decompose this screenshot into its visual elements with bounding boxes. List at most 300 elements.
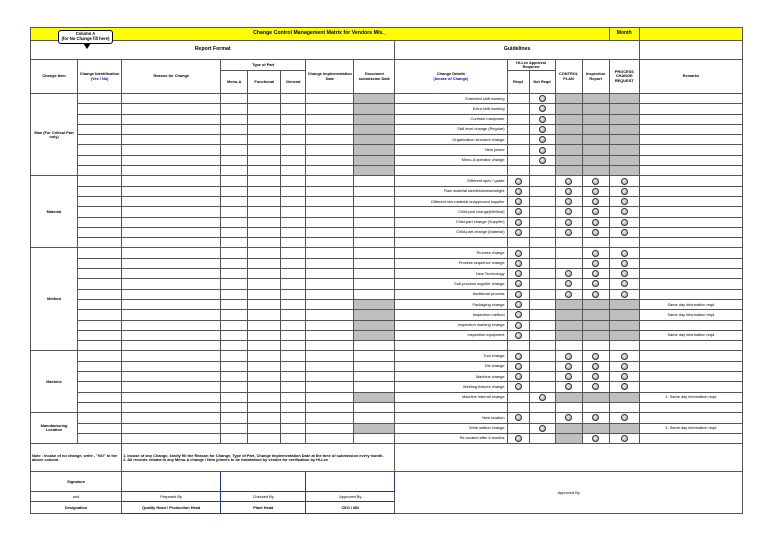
pcr-cell bbox=[609, 207, 639, 217]
functional-cell[interactable] bbox=[248, 258, 281, 268]
general-cell[interactable] bbox=[281, 330, 306, 340]
reason-cell[interactable] bbox=[122, 382, 221, 392]
impl-date-cell[interactable] bbox=[306, 402, 354, 412]
functional-cell[interactable] bbox=[248, 94, 281, 104]
doc-date-cell[interactable] bbox=[354, 124, 395, 134]
general-cell[interactable] bbox=[281, 114, 306, 124]
change-detail-label: Organization structure change bbox=[395, 135, 507, 145]
impl-date-cell[interactable] bbox=[306, 351, 354, 361]
general-cell[interactable] bbox=[281, 94, 306, 104]
change-identification-cell[interactable] bbox=[78, 227, 122, 237]
general-cell[interactable] bbox=[281, 207, 306, 217]
doc-date-cell[interactable] bbox=[354, 320, 395, 330]
reqd-cell bbox=[507, 279, 529, 289]
general-cell[interactable] bbox=[281, 423, 306, 433]
menu-a-cell[interactable] bbox=[221, 227, 248, 237]
matrix-row bbox=[31, 176, 743, 186]
menu-a-cell[interactable] bbox=[221, 145, 248, 155]
functional-cell[interactable] bbox=[248, 392, 281, 402]
general-cell[interactable] bbox=[281, 258, 306, 268]
general-cell[interactable] bbox=[281, 279, 306, 289]
matrix-row bbox=[31, 248, 743, 258]
impl-date-cell[interactable] bbox=[306, 341, 354, 351]
change-identification-cell[interactable] bbox=[78, 269, 122, 279]
functional-cell[interactable] bbox=[248, 155, 281, 165]
inspection-report-cell bbox=[582, 104, 609, 114]
change-identification-cell[interactable] bbox=[78, 124, 122, 134]
functional-cell[interactable] bbox=[248, 227, 281, 237]
remark-cell bbox=[639, 382, 742, 392]
impl-date-cell[interactable] bbox=[306, 145, 354, 155]
doc-date-cell[interactable] bbox=[354, 176, 395, 186]
impl-date-cell[interactable] bbox=[306, 238, 354, 248]
impl-date-cell[interactable] bbox=[306, 392, 354, 402]
functional-cell[interactable] bbox=[248, 124, 281, 134]
change-identification-cell[interactable] bbox=[78, 217, 122, 227]
impl-date-cell[interactable] bbox=[306, 248, 354, 258]
change-identification-cell[interactable] bbox=[78, 207, 122, 217]
circle-marker-icon bbox=[621, 353, 628, 360]
circle-marker-icon bbox=[515, 178, 522, 185]
circle-marker-icon bbox=[592, 188, 599, 195]
general-cell[interactable] bbox=[281, 238, 306, 248]
menu-a-cell[interactable] bbox=[221, 320, 248, 330]
pcr-cell bbox=[609, 176, 639, 186]
reason-cell[interactable] bbox=[122, 94, 221, 104]
inspection-report-cell bbox=[582, 114, 609, 124]
reason-cell[interactable] bbox=[122, 289, 221, 299]
doc-date-cell[interactable] bbox=[354, 227, 395, 237]
functional-cell[interactable] bbox=[248, 299, 281, 309]
circle-marker-icon bbox=[515, 270, 522, 277]
reason-cell[interactable] bbox=[122, 351, 221, 361]
pcr-cell bbox=[609, 423, 639, 433]
change-identification-cell[interactable] bbox=[78, 166, 122, 176]
doc-date-cell[interactable] bbox=[354, 207, 395, 217]
menu-a-cell[interactable] bbox=[221, 413, 248, 423]
menu-a-cell[interactable] bbox=[221, 351, 248, 361]
functional-cell[interactable] bbox=[248, 320, 281, 330]
menu-a-cell[interactable] bbox=[221, 94, 248, 104]
reason-cell[interactable] bbox=[122, 279, 221, 289]
doc-date-cell[interactable] bbox=[354, 104, 395, 114]
reason-cell[interactable] bbox=[122, 299, 221, 309]
general-cell[interactable] bbox=[281, 372, 306, 382]
reason-cell[interactable] bbox=[122, 124, 221, 134]
impl-date-cell[interactable] bbox=[306, 104, 354, 114]
impl-date-cell[interactable] bbox=[306, 299, 354, 309]
menu-a-cell[interactable] bbox=[221, 310, 248, 320]
functional-cell[interactable] bbox=[248, 372, 281, 382]
change-identification-cell[interactable] bbox=[78, 196, 122, 206]
reqd-cell bbox=[507, 124, 529, 134]
impl-date-cell[interactable] bbox=[306, 372, 354, 382]
menu-a-cell[interactable] bbox=[221, 361, 248, 371]
menu-a-cell[interactable] bbox=[221, 299, 248, 309]
doc-date-cell[interactable] bbox=[354, 248, 395, 258]
impl-date-cell[interactable] bbox=[306, 330, 354, 340]
doc-date-cell[interactable] bbox=[354, 279, 395, 289]
menu-a-cell[interactable] bbox=[221, 330, 248, 340]
impl-date-cell[interactable] bbox=[306, 361, 354, 371]
menu-a-cell[interactable] bbox=[221, 269, 248, 279]
circle-marker-icon bbox=[515, 363, 522, 370]
menu-a-cell[interactable] bbox=[221, 382, 248, 392]
change-detail-label: Different raw material unapproved supplier bbox=[395, 196, 507, 206]
checked-signature-field[interactable] bbox=[221, 472, 306, 492]
reason-cell[interactable] bbox=[122, 402, 221, 412]
functional-cell[interactable] bbox=[248, 114, 281, 124]
matrix-row bbox=[31, 392, 743, 402]
doc-date-cell[interactable] bbox=[354, 413, 395, 423]
functional-cell[interactable] bbox=[248, 382, 281, 392]
doc-date-cell[interactable] bbox=[354, 433, 395, 443]
menu-a-cell[interactable] bbox=[221, 341, 248, 351]
pcr-cell bbox=[609, 94, 639, 104]
doc-date-cell[interactable] bbox=[354, 330, 395, 340]
doc-date-cell[interactable] bbox=[354, 186, 395, 196]
impl-date-cell[interactable] bbox=[306, 124, 354, 134]
impl-date-cell[interactable] bbox=[306, 433, 354, 443]
functional-cell[interactable] bbox=[248, 176, 281, 186]
change-identification-cell[interactable] bbox=[78, 145, 122, 155]
not-reqd-cell bbox=[529, 258, 555, 268]
pcr-cell bbox=[609, 104, 639, 114]
matrix-row bbox=[31, 382, 743, 392]
change-identification-cell[interactable] bbox=[78, 299, 122, 309]
general-cell[interactable] bbox=[281, 361, 306, 371]
reason-cell[interactable] bbox=[122, 423, 221, 433]
circle-marker-icon bbox=[565, 198, 572, 205]
doc-date-cell[interactable] bbox=[354, 351, 395, 361]
reason-cell[interactable] bbox=[122, 166, 221, 176]
reason-cell[interactable] bbox=[122, 330, 221, 340]
report-format-heading: Report Format bbox=[31, 41, 395, 60]
change-identification-cell[interactable] bbox=[78, 310, 122, 320]
change-identification-cell[interactable] bbox=[78, 258, 122, 268]
functional-cell[interactable] bbox=[248, 166, 281, 176]
control-plan-cell bbox=[555, 372, 582, 382]
functional-cell[interactable] bbox=[248, 135, 281, 145]
remark-cell bbox=[639, 351, 742, 361]
functional-cell[interactable] bbox=[248, 310, 281, 320]
change-identification-cell[interactable] bbox=[78, 372, 122, 382]
reason-cell[interactable] bbox=[122, 217, 221, 227]
change-identification-cell[interactable] bbox=[78, 94, 122, 104]
doc-date-cell[interactable] bbox=[354, 299, 395, 309]
menu-a-cell[interactable] bbox=[221, 423, 248, 433]
menu-a-cell[interactable] bbox=[221, 279, 248, 289]
menu-a-cell[interactable] bbox=[221, 258, 248, 268]
menu-a-cell[interactable] bbox=[221, 186, 248, 196]
approved-signature-field[interactable] bbox=[306, 472, 395, 492]
pcr-cell bbox=[609, 413, 639, 423]
inspection-report-cell bbox=[582, 423, 609, 433]
matrix-row bbox=[31, 269, 743, 279]
general-cell[interactable] bbox=[281, 433, 306, 443]
doc-date-cell[interactable] bbox=[354, 258, 395, 268]
general-cell[interactable] bbox=[281, 269, 306, 279]
impl-date-cell[interactable] bbox=[306, 382, 354, 392]
reason-cell[interactable] bbox=[122, 176, 221, 186]
change-identification-cell[interactable] bbox=[78, 330, 122, 340]
general-cell[interactable] bbox=[281, 227, 306, 237]
reason-cell[interactable] bbox=[122, 361, 221, 371]
general-cell[interactable] bbox=[281, 124, 306, 134]
functional-cell[interactable] bbox=[248, 433, 281, 443]
doc-date-cell[interactable] bbox=[354, 155, 395, 165]
menu-a-cell[interactable] bbox=[221, 392, 248, 402]
menu-a-cell[interactable] bbox=[221, 196, 248, 206]
impl-date-cell[interactable] bbox=[306, 135, 354, 145]
reason-cell[interactable] bbox=[122, 104, 221, 114]
general-cell[interactable] bbox=[281, 341, 306, 351]
change-identification-cell[interactable] bbox=[78, 392, 122, 402]
col-not-reqd: Not Reqd bbox=[529, 71, 555, 94]
not-reqd-cell bbox=[529, 269, 555, 279]
menu-a-cell[interactable] bbox=[221, 217, 248, 227]
pcr-cell bbox=[609, 372, 639, 382]
reason-cell[interactable] bbox=[122, 392, 221, 402]
general-cell[interactable] bbox=[281, 186, 306, 196]
general-cell[interactable] bbox=[281, 196, 306, 206]
doc-date-cell[interactable] bbox=[354, 269, 395, 279]
functional-cell[interactable] bbox=[248, 289, 281, 299]
circle-marker-icon bbox=[621, 229, 628, 236]
change-identification-cell[interactable] bbox=[78, 382, 122, 392]
doc-date-cell[interactable] bbox=[354, 114, 395, 124]
change-identification-cell[interactable] bbox=[78, 341, 122, 351]
change-identification-cell[interactable] bbox=[78, 279, 122, 289]
general-cell[interactable] bbox=[281, 217, 306, 227]
doc-date-cell[interactable] bbox=[354, 145, 395, 155]
impl-date-cell[interactable] bbox=[306, 186, 354, 196]
impl-date-cell[interactable] bbox=[306, 176, 354, 186]
menu-a-cell[interactable] bbox=[221, 135, 248, 145]
general-cell[interactable] bbox=[281, 145, 306, 155]
doc-date-cell[interactable] bbox=[354, 341, 395, 351]
general-cell[interactable] bbox=[281, 413, 306, 423]
change-identification-cell[interactable] bbox=[78, 361, 122, 371]
inspection-report-cell bbox=[582, 289, 609, 299]
doc-date-cell[interactable] bbox=[354, 217, 395, 227]
reason-cell[interactable] bbox=[122, 433, 221, 443]
impl-date-cell[interactable] bbox=[306, 166, 354, 176]
functional-cell[interactable] bbox=[248, 104, 281, 114]
general-cell[interactable] bbox=[281, 402, 306, 412]
menu-a-cell[interactable] bbox=[221, 372, 248, 382]
prepared-signature-field[interactable] bbox=[122, 472, 221, 492]
change-identification-cell[interactable] bbox=[78, 289, 122, 299]
reason-cell[interactable] bbox=[122, 238, 221, 248]
control-plan-cell bbox=[555, 433, 582, 443]
change-identification-cell[interactable] bbox=[78, 402, 122, 412]
doc-date-cell[interactable] bbox=[354, 135, 395, 145]
doc-date-cell[interactable] bbox=[354, 166, 395, 176]
reason-cell[interactable] bbox=[122, 413, 221, 423]
change-detail-label: Sub-process supplier change bbox=[395, 279, 507, 289]
doc-date-cell[interactable] bbox=[354, 289, 395, 299]
change-identification-cell[interactable] bbox=[78, 238, 122, 248]
change-detail-label: Skill level change (Regular) bbox=[395, 124, 507, 134]
general-cell[interactable] bbox=[281, 166, 306, 176]
reason-cell[interactable] bbox=[122, 310, 221, 320]
reason-cell[interactable] bbox=[122, 258, 221, 268]
functional-cell[interactable] bbox=[248, 207, 281, 217]
menu-a-cell[interactable] bbox=[221, 207, 248, 217]
doc-date-cell[interactable] bbox=[354, 372, 395, 382]
general-cell[interactable] bbox=[281, 299, 306, 309]
impl-date-cell[interactable] bbox=[306, 155, 354, 165]
change-identification-cell[interactable] bbox=[78, 351, 122, 361]
impl-date-cell[interactable] bbox=[306, 258, 354, 268]
impl-date-cell[interactable] bbox=[306, 207, 354, 217]
inspection-report-cell bbox=[582, 413, 609, 423]
circle-marker-icon bbox=[539, 394, 546, 401]
change-identification-cell[interactable] bbox=[78, 320, 122, 330]
menu-a-cell[interactable] bbox=[221, 166, 248, 176]
reason-cell[interactable] bbox=[122, 227, 221, 237]
circle-marker-icon bbox=[592, 219, 599, 226]
reason-cell[interactable] bbox=[122, 114, 221, 124]
control-plan-cell bbox=[555, 299, 582, 309]
reason-cell[interactable] bbox=[122, 207, 221, 217]
functional-cell[interactable] bbox=[248, 402, 281, 412]
doc-date-cell[interactable] bbox=[354, 94, 395, 104]
change-detail-label: Re-located after 6 months bbox=[395, 433, 507, 443]
general-cell[interactable] bbox=[281, 382, 306, 392]
doc-date-cell[interactable] bbox=[354, 238, 395, 248]
matrix-row bbox=[31, 258, 743, 268]
reqd-cell bbox=[507, 186, 529, 196]
footer-notes-text: 1. Incase of any Change, kindly fill the Reason for Change, Type of Part, Change Implementation Date at the time of submission every month. 2. All records related to any Menu-A change / New joinees to be maintained by vendor for verification by Hi-Lex bbox=[122, 444, 395, 472]
change-identification-cell[interactable] bbox=[78, 423, 122, 433]
impl-date-cell[interactable] bbox=[306, 279, 354, 289]
not-reqd-cell bbox=[529, 135, 555, 145]
reason-cell[interactable] bbox=[122, 135, 221, 145]
functional-cell[interactable] bbox=[248, 423, 281, 433]
functional-cell[interactable] bbox=[248, 196, 281, 206]
functional-cell[interactable] bbox=[248, 145, 281, 155]
general-cell[interactable] bbox=[281, 310, 306, 320]
functional-cell[interactable] bbox=[248, 279, 281, 289]
impl-date-cell[interactable] bbox=[306, 423, 354, 433]
doc-date-cell[interactable] bbox=[354, 382, 395, 392]
impl-date-cell[interactable] bbox=[306, 413, 354, 423]
pcr-cell bbox=[609, 124, 639, 134]
functional-cell[interactable] bbox=[248, 217, 281, 227]
change-identification-cell[interactable] bbox=[78, 114, 122, 124]
reason-cell[interactable] bbox=[122, 341, 221, 351]
reqd-cell bbox=[507, 217, 529, 227]
impl-date-cell[interactable] bbox=[306, 227, 354, 237]
menu-a-cell[interactable] bbox=[221, 433, 248, 443]
functional-cell[interactable] bbox=[248, 248, 281, 258]
circle-marker-icon bbox=[592, 291, 599, 298]
menu-a-cell[interactable] bbox=[221, 289, 248, 299]
general-cell[interactable] bbox=[281, 289, 306, 299]
menu-a-cell[interactable] bbox=[221, 124, 248, 134]
control-plan-cell bbox=[555, 248, 582, 258]
change-identification-cell[interactable] bbox=[78, 155, 122, 165]
impl-date-cell[interactable] bbox=[306, 269, 354, 279]
general-cell[interactable] bbox=[281, 155, 306, 165]
circle-marker-icon bbox=[515, 311, 522, 318]
remark-cell bbox=[639, 217, 742, 227]
functional-cell[interactable] bbox=[248, 413, 281, 423]
reason-cell[interactable] bbox=[122, 372, 221, 382]
impl-date-cell[interactable] bbox=[306, 94, 354, 104]
general-cell[interactable] bbox=[281, 176, 306, 186]
change-detail-label: Child-part change (Supplier) bbox=[395, 217, 507, 227]
general-cell[interactable] bbox=[281, 392, 306, 402]
pcr-cell bbox=[609, 320, 639, 330]
change-identification-cell[interactable] bbox=[78, 433, 122, 443]
functional-cell[interactable] bbox=[248, 361, 281, 371]
change-identification-cell[interactable] bbox=[78, 413, 122, 423]
change-identification-cell[interactable] bbox=[78, 176, 122, 186]
doc-date-cell[interactable] bbox=[354, 310, 395, 320]
reason-cell[interactable] bbox=[122, 145, 221, 155]
impl-date-cell[interactable] bbox=[306, 114, 354, 124]
functional-cell[interactable] bbox=[248, 330, 281, 340]
functional-cell[interactable] bbox=[248, 238, 281, 248]
menu-a-cell[interactable] bbox=[221, 248, 248, 258]
reason-cell[interactable] bbox=[122, 186, 221, 196]
menu-a-cell[interactable] bbox=[221, 155, 248, 165]
reason-cell[interactable] bbox=[122, 155, 221, 165]
general-cell[interactable] bbox=[281, 135, 306, 145]
functional-cell[interactable] bbox=[248, 341, 281, 351]
functional-cell[interactable] bbox=[248, 351, 281, 361]
change-identification-cell[interactable] bbox=[78, 104, 122, 114]
general-cell[interactable] bbox=[281, 320, 306, 330]
general-cell[interactable] bbox=[281, 351, 306, 361]
doc-date-cell[interactable] bbox=[354, 392, 395, 402]
control-plan-cell bbox=[555, 279, 582, 289]
change-identification-cell[interactable] bbox=[78, 186, 122, 196]
matrix-row bbox=[31, 145, 743, 155]
doc-date-cell[interactable] bbox=[354, 402, 395, 412]
reason-cell[interactable] bbox=[122, 320, 221, 330]
functional-cell[interactable] bbox=[248, 269, 281, 279]
impl-date-cell[interactable] bbox=[306, 196, 354, 206]
doc-date-cell[interactable] bbox=[354, 196, 395, 206]
general-cell[interactable] bbox=[281, 248, 306, 258]
doc-date-cell[interactable] bbox=[354, 361, 395, 371]
impl-date-cell[interactable] bbox=[306, 320, 354, 330]
reason-cell[interactable] bbox=[122, 269, 221, 279]
menu-a-cell[interactable] bbox=[221, 114, 248, 124]
impl-date-cell[interactable] bbox=[306, 217, 354, 227]
menu-a-cell[interactable] bbox=[221, 402, 248, 412]
reqd-cell bbox=[507, 176, 529, 186]
menu-a-cell[interactable] bbox=[221, 104, 248, 114]
impl-date-cell[interactable] bbox=[306, 289, 354, 299]
month-value[interactable] bbox=[639, 28, 742, 41]
general-cell[interactable] bbox=[281, 104, 306, 114]
menu-a-cell[interactable] bbox=[221, 176, 248, 186]
change-identification-cell[interactable] bbox=[78, 135, 122, 145]
menu-a-cell[interactable] bbox=[221, 238, 248, 248]
functional-cell[interactable] bbox=[248, 186, 281, 196]
doc-date-cell[interactable] bbox=[354, 423, 395, 433]
change-identification-cell[interactable] bbox=[78, 248, 122, 258]
impl-date-cell[interactable] bbox=[306, 310, 354, 320]
circle-marker-icon bbox=[515, 260, 522, 267]
reason-cell[interactable] bbox=[122, 248, 221, 258]
reason-cell[interactable] bbox=[122, 196, 221, 206]
